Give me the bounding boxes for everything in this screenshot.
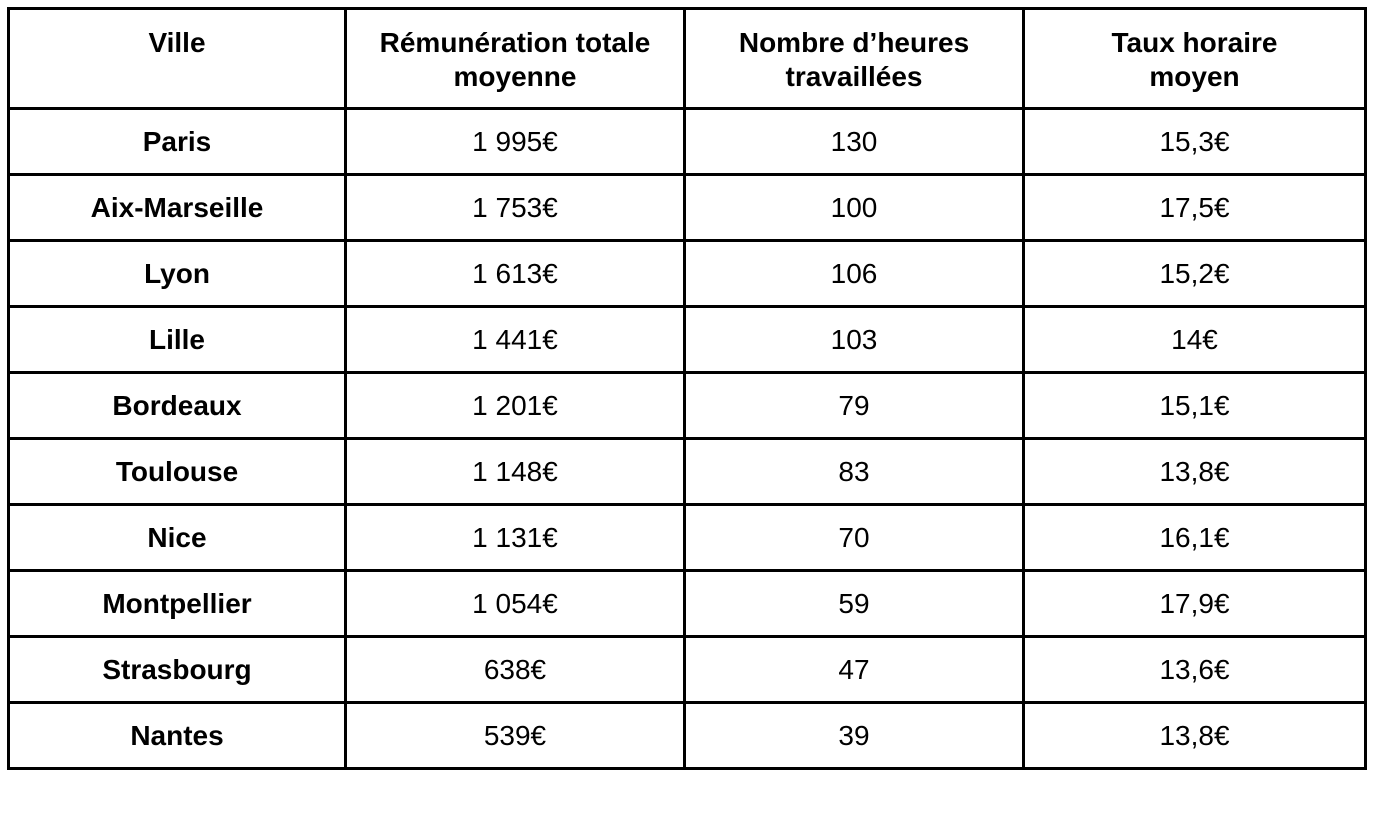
- table-row: [9, 439, 1366, 505]
- table-row: [9, 109, 1366, 175]
- taux-cell: 17,9€: [1024, 571, 1366, 637]
- remuneration-cell: 1 995€: [346, 109, 685, 175]
- city-cell: Lille: [9, 307, 346, 373]
- table-body: [9, 109, 1366, 769]
- remuneration-cell: 638€: [346, 637, 685, 703]
- remuneration-cell: 1 148€: [346, 439, 685, 505]
- table-row: [9, 505, 1366, 571]
- table-row: [9, 241, 1366, 307]
- city-cell: Toulouse: [9, 439, 346, 505]
- header-remuneration-line-1: Rémunération totale: [379, 27, 651, 58]
- taux-cell: 15,2€: [1024, 241, 1366, 307]
- remuneration-cell: 1 441€: [346, 307, 685, 373]
- header-taux-line-2: moyen: [1149, 61, 1240, 92]
- header-remuneration: [346, 9, 685, 109]
- heures-cell: 79: [685, 373, 1024, 439]
- heures-cell: 103: [685, 307, 1024, 373]
- remuneration-cell: 539€: [346, 703, 685, 769]
- city-cell: Bordeaux: [9, 373, 346, 439]
- remuneration-cell: 1 054€: [346, 571, 685, 637]
- header-ville-line-1: Ville: [148, 27, 206, 58]
- remuneration-cell: 1 613€: [346, 241, 685, 307]
- taux-cell: 15,3€: [1024, 109, 1366, 175]
- heures-cell: 106: [685, 241, 1024, 307]
- table-row: [9, 307, 1366, 373]
- taux-cell: 13,8€: [1024, 439, 1366, 505]
- heures-cell: 100: [685, 175, 1024, 241]
- city-cell: Montpellier: [9, 571, 346, 637]
- remuneration-cell: 1 131€: [346, 505, 685, 571]
- header-heures-line-2: travaillées: [785, 61, 923, 92]
- heures-cell: 83: [685, 439, 1024, 505]
- header-heures: [685, 9, 1024, 109]
- remuneration-cell: 1 201€: [346, 373, 685, 439]
- city-cell: Lyon: [9, 241, 346, 307]
- taux-cell: 15,1€: [1024, 373, 1366, 439]
- taux-cell: 17,5€: [1024, 175, 1366, 241]
- table-row: [9, 703, 1366, 769]
- table-row: [9, 373, 1366, 439]
- taux-cell: 16,1€: [1024, 505, 1366, 571]
- table-row: [9, 571, 1366, 637]
- header-row: [9, 9, 1366, 109]
- heures-cell: 130: [685, 109, 1024, 175]
- heures-cell: 47: [685, 637, 1024, 703]
- heures-cell: 59: [685, 571, 1024, 637]
- header-ville: [9, 9, 346, 109]
- table-row: [9, 637, 1366, 703]
- taux-cell: 13,8€: [1024, 703, 1366, 769]
- heures-cell: 70: [685, 505, 1024, 571]
- taux-cell: 13,6€: [1024, 637, 1366, 703]
- table-row: [9, 175, 1366, 241]
- city-cell: Aix-Marseille: [9, 175, 346, 241]
- remuneration-cell: 1 753€: [346, 175, 685, 241]
- city-cell: Nice: [9, 505, 346, 571]
- remuneration-table: [7, 7, 1367, 770]
- header-heures-line-1: Nombre d’heures: [738, 27, 970, 58]
- city-cell: Paris: [9, 109, 346, 175]
- heures-cell: 39: [685, 703, 1024, 769]
- city-cell: Strasbourg: [9, 637, 346, 703]
- header-taux-line-1: Taux horaire: [1111, 27, 1278, 58]
- header-remuneration-line-2: moyenne: [453, 61, 577, 92]
- city-cell: Nantes: [9, 703, 346, 769]
- taux-cell: 14€: [1024, 307, 1366, 373]
- header-taux: [1024, 9, 1366, 109]
- table-header: [9, 9, 1366, 109]
